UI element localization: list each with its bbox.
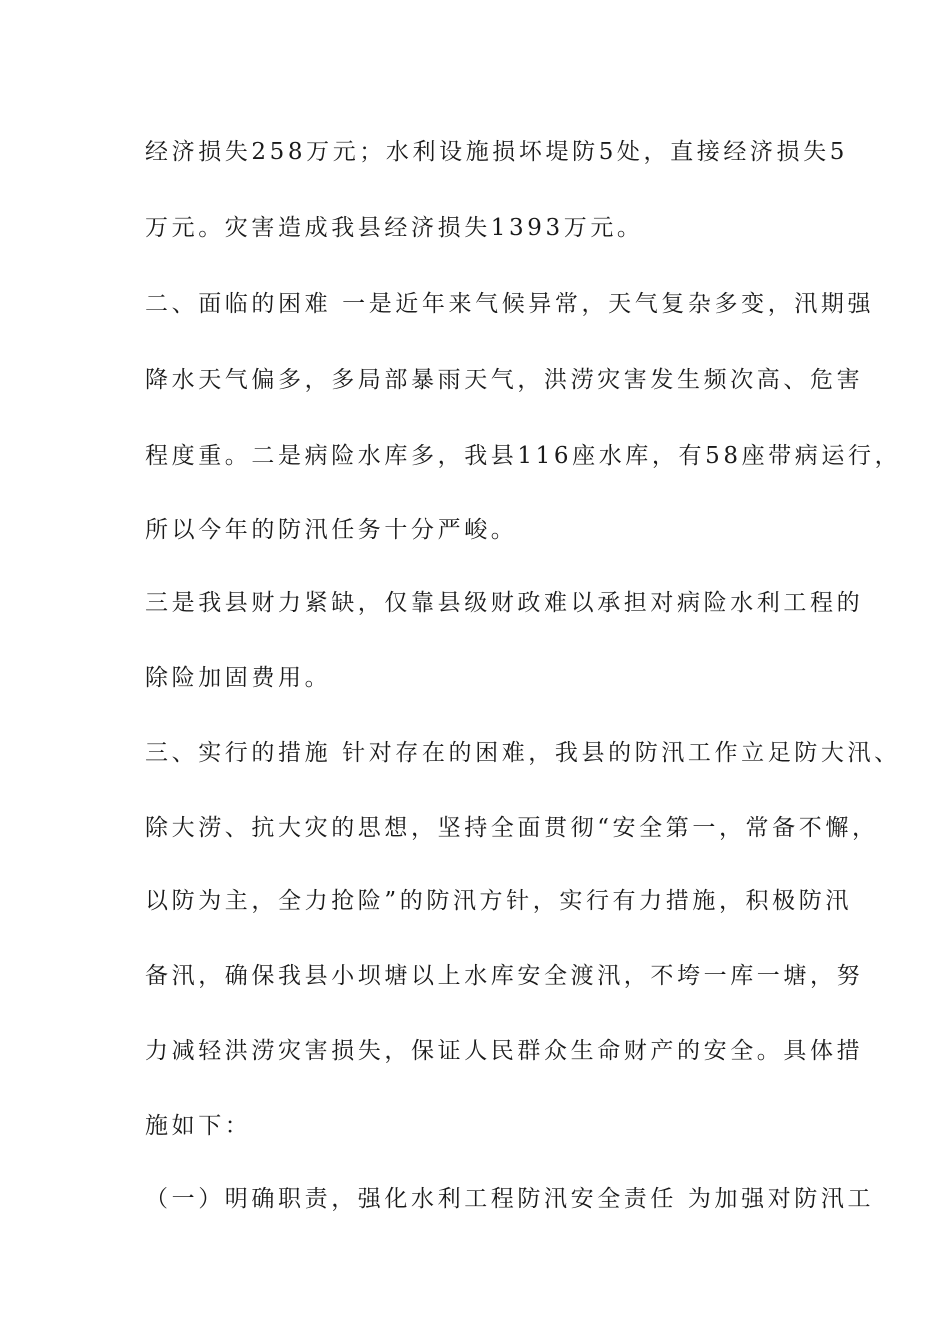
text-line-15: （一）明确职责，强化水利工程防汛安全责任 为加强对防汛工 [145, 1186, 875, 1212]
text-line-4: 降水天气偏多，多局部暴雨天气，洪涝灾害发生频次高、危害 [145, 367, 864, 393]
text-line-6: 所以今年的防汛任务十分严峻。 [145, 517, 518, 543]
text-line-11: 以防为主，全力抢险”的防汛方针，实行有力措施，积极防汛 [145, 888, 852, 914]
text-line-3: 二、面临的困难 一是近年来气候异常，天气复杂多变，汛期强 [145, 291, 875, 317]
text-line-14: 施如下： [145, 1113, 252, 1139]
text-line-9: 三、实行的措施 针对存在的困难，我县的防汛工作立足防大汛、 [145, 740, 901, 766]
text-line-12: 备汛，确保我县小坝塘以上水库安全渡汛，不垮一库一塘，努 [145, 963, 864, 989]
text-line-10: 除大涝、抗大灾的思想，坚持全面贯彻“安全第一，常备不懈， [145, 815, 879, 841]
text-line-2: 万元。灾害造成我县经济损失1393万元。 [145, 215, 644, 241]
text-line-7: 三是我县财力紧缺，仅靠县级财政难以承担对病险水利工程的 [145, 590, 864, 616]
text-line-1: 经济损失258万元；水利设施损坏堤防5处，直接经济损失5 [145, 139, 848, 165]
text-line-5: 程度重。二是病险水库多，我县116座水库，有58座带病运行， [145, 443, 902, 469]
text-line-13: 力减轻洪涝灾害损失，保证人民群众生命财产的安全。具体措 [145, 1038, 864, 1064]
text-line-8: 除险加固费用。 [145, 665, 332, 691]
